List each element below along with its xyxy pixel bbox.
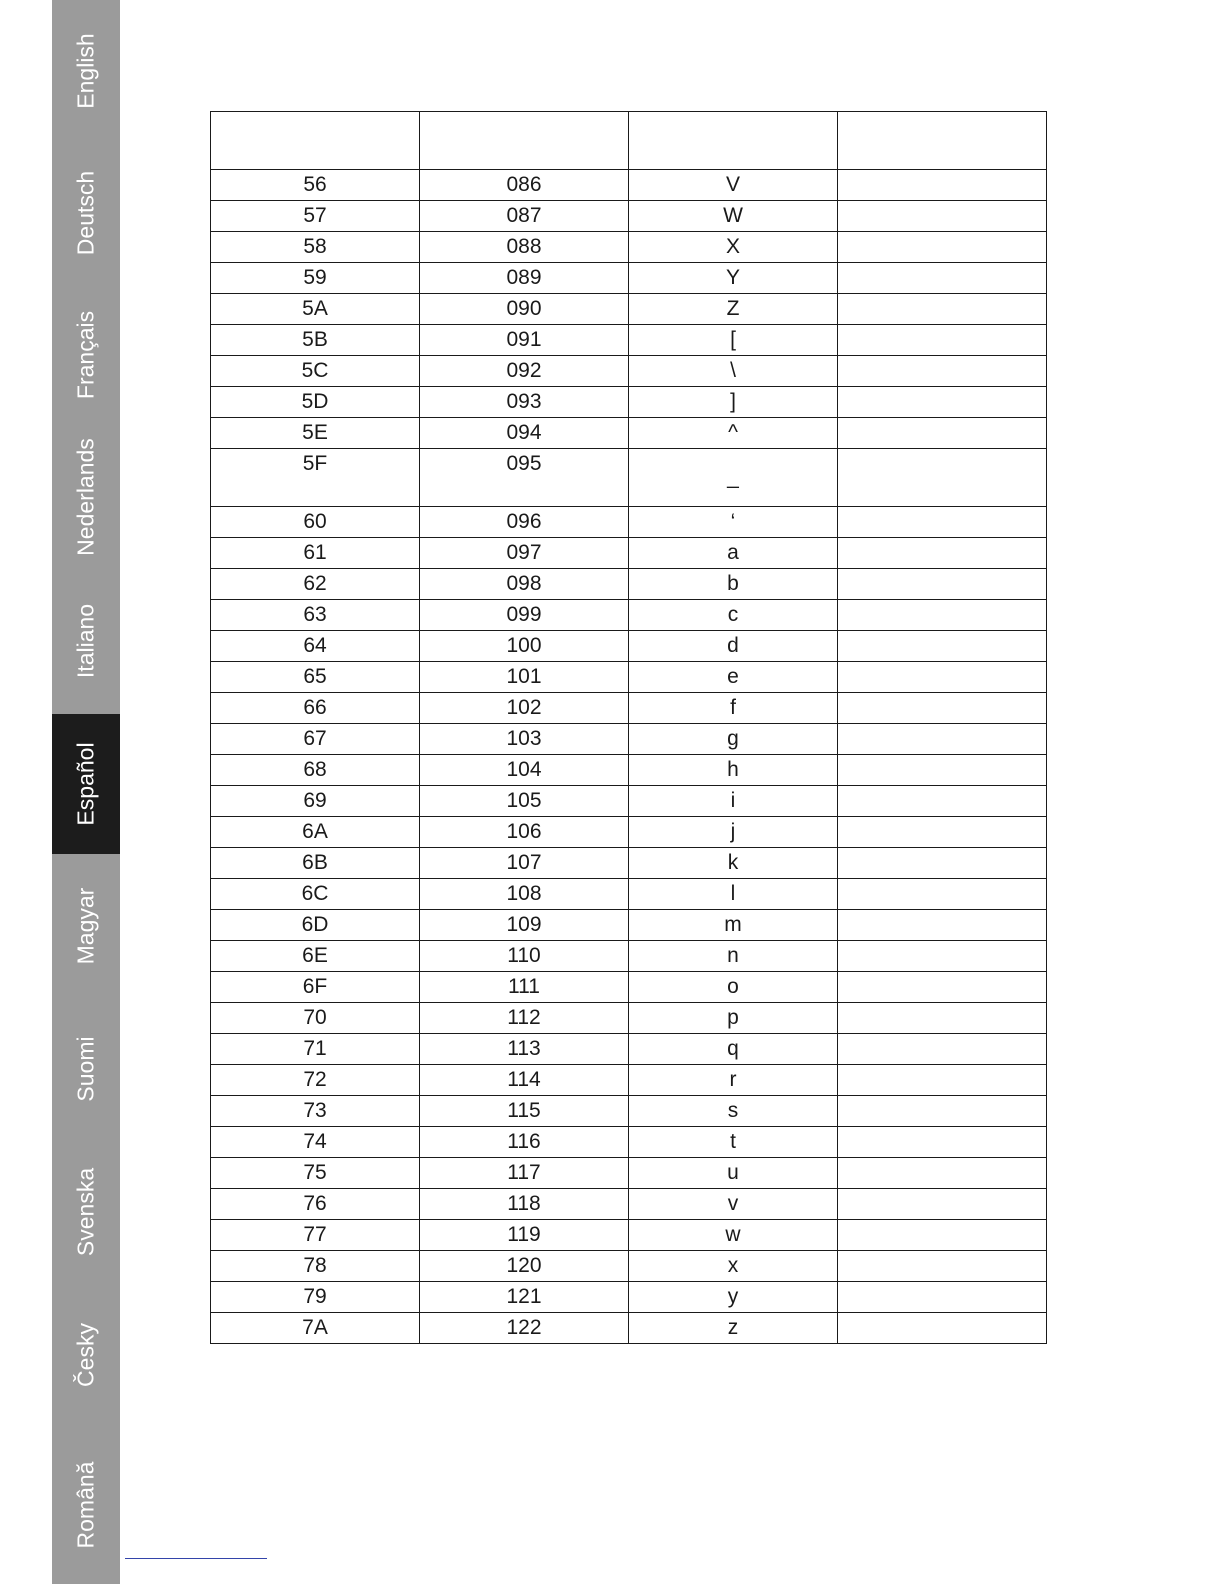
table-row	[211, 693, 1047, 724]
table-cell	[838, 569, 1047, 600]
header-cell	[838, 112, 1047, 170]
table-cell	[838, 1003, 1047, 1034]
table-cell: 56	[211, 170, 420, 201]
table-cell	[838, 1282, 1047, 1313]
table-row	[211, 848, 1047, 879]
table-cell: 58	[211, 232, 420, 263]
table-row	[211, 631, 1047, 662]
table-row	[211, 1282, 1047, 1313]
table-cell: 102	[420, 693, 629, 724]
table-row	[211, 1034, 1047, 1065]
language-tab-label: Nederlands	[72, 438, 99, 556]
table-cell	[838, 879, 1047, 910]
table-cell: 57	[211, 201, 420, 232]
table-cell: 66	[211, 693, 420, 724]
table-row	[211, 724, 1047, 755]
table-cell: s	[629, 1096, 838, 1127]
table-cell: 6A	[211, 817, 420, 848]
table-cell: 6E	[211, 941, 420, 972]
table-cell	[838, 1127, 1047, 1158]
language-tab-2[interactable]	[52, 284, 120, 426]
table-cell: 096	[420, 507, 629, 538]
table-cell: 110	[420, 941, 629, 972]
table-cell: h	[629, 755, 838, 786]
language-tab-label: Français	[72, 310, 99, 400]
table-cell: 095	[420, 449, 629, 507]
table-cell: 5F	[211, 449, 420, 507]
table-row	[211, 387, 1047, 418]
table-cell: X	[629, 232, 838, 263]
table-row	[211, 786, 1047, 817]
table-cell: 6B	[211, 848, 420, 879]
table-cell: ^	[629, 418, 838, 449]
table-cell: 63	[211, 600, 420, 631]
table-cell: 090	[420, 294, 629, 325]
table-cell	[838, 263, 1047, 294]
table-cell: 122	[420, 1313, 629, 1344]
table-cell: 108	[420, 879, 629, 910]
table-row	[211, 201, 1047, 232]
table-cell: 100	[420, 631, 629, 662]
table-cell: v	[629, 1189, 838, 1220]
table-row	[211, 1127, 1047, 1158]
language-tab-label: Italiano	[72, 603, 99, 679]
language-tab-10[interactable]	[52, 1426, 120, 1584]
table-cell: 64	[211, 631, 420, 662]
language-tab-label: Suomi	[72, 1035, 99, 1102]
language-tab-1[interactable]	[52, 142, 120, 284]
table-row	[211, 1158, 1047, 1189]
language-tab-label: Deutsch	[72, 170, 99, 256]
table-row	[211, 600, 1047, 631]
table-row	[211, 356, 1047, 387]
table-cell: g	[629, 724, 838, 755]
table-cell: 109	[420, 910, 629, 941]
table-cell: e	[629, 662, 838, 693]
table-cell: 119	[420, 1220, 629, 1251]
table-cell: m	[629, 910, 838, 941]
table-cell: 65	[211, 662, 420, 693]
table-cell: 115	[420, 1096, 629, 1127]
table-cell: 76	[211, 1189, 420, 1220]
table-cell: 79	[211, 1282, 420, 1313]
table-cell: 111	[420, 972, 629, 1003]
table-cell: 093	[420, 387, 629, 418]
table-cell	[838, 538, 1047, 569]
table-row	[211, 1096, 1047, 1127]
table-cell	[838, 1313, 1047, 1344]
table-cell	[838, 848, 1047, 879]
table-cell	[838, 1065, 1047, 1096]
table-row	[211, 972, 1047, 1003]
language-tab-8[interactable]	[52, 1140, 120, 1283]
table-cell	[838, 1034, 1047, 1065]
table-cell: 088	[420, 232, 629, 263]
table-cell: l	[629, 879, 838, 910]
table-cell: p	[629, 1003, 838, 1034]
table-row	[211, 879, 1047, 910]
table-cell: q	[629, 1034, 838, 1065]
table-cell: c	[629, 600, 838, 631]
table-row	[211, 1220, 1047, 1251]
table-row	[211, 418, 1047, 449]
table-cell: 62	[211, 569, 420, 600]
table-cell: 094	[420, 418, 629, 449]
table-cell: 101	[420, 662, 629, 693]
table-cell	[838, 631, 1047, 662]
table-cell	[838, 1220, 1047, 1251]
table-cell	[838, 232, 1047, 263]
table-cell	[838, 201, 1047, 232]
table-cell: y	[629, 1282, 838, 1313]
table-row	[211, 755, 1047, 786]
table-cell: t	[629, 1127, 838, 1158]
table-cell: d	[629, 631, 838, 662]
table-cell: 099	[420, 600, 629, 631]
table-cell: k	[629, 848, 838, 879]
table-row	[211, 569, 1047, 600]
language-sidebar	[52, 0, 120, 1584]
table-cell: ‘	[629, 507, 838, 538]
table-cell	[838, 1189, 1047, 1220]
table-cell: n	[629, 941, 838, 972]
language-tab-0[interactable]	[52, 0, 120, 142]
table-row	[211, 817, 1047, 848]
table-cell	[838, 910, 1047, 941]
language-tab-4[interactable]	[52, 568, 120, 714]
table-cell: W	[629, 201, 838, 232]
table-cell	[838, 817, 1047, 848]
table-cell: 59	[211, 263, 420, 294]
table-row	[211, 910, 1047, 941]
table-cell	[838, 1096, 1047, 1127]
table-cell	[838, 755, 1047, 786]
table-cell: 5C	[211, 356, 420, 387]
table-cell: 68	[211, 755, 420, 786]
table-cell: Y	[629, 263, 838, 294]
table-row	[211, 538, 1047, 569]
table-row	[211, 941, 1047, 972]
language-tab-label: Română	[72, 1461, 99, 1549]
table-cell: 113	[420, 1034, 629, 1065]
table-cell: x	[629, 1251, 838, 1282]
table-cell: 086	[420, 170, 629, 201]
table-cell: 5B	[211, 325, 420, 356]
table-cell: \	[629, 356, 838, 387]
table-cell	[838, 325, 1047, 356]
table-cell: 6C	[211, 879, 420, 910]
table-cell	[838, 449, 1047, 507]
language-tab-label: Svenska	[72, 1167, 99, 1256]
table-cell: 118	[420, 1189, 629, 1220]
table-cell: 78	[211, 1251, 420, 1282]
table-cell: 69	[211, 786, 420, 817]
table-cell: 6D	[211, 910, 420, 941]
table-row	[211, 449, 1047, 507]
language-tab-9[interactable]	[52, 1283, 120, 1426]
table-cell: 097	[420, 538, 629, 569]
table-cell: a	[629, 538, 838, 569]
table-cell: i	[629, 786, 838, 817]
table-row	[211, 662, 1047, 693]
language-tab-label: Česky	[72, 1322, 99, 1387]
table-cell: 71	[211, 1034, 420, 1065]
footer-rule	[125, 1558, 267, 1559]
table-cell	[838, 418, 1047, 449]
table-cell: 60	[211, 507, 420, 538]
table-cell: b	[629, 569, 838, 600]
table-header-row	[211, 112, 1047, 170]
header-cell	[211, 112, 420, 170]
table-row	[211, 1313, 1047, 1344]
table-cell: 72	[211, 1065, 420, 1096]
table-cell: u	[629, 1158, 838, 1189]
table-cell: 087	[420, 201, 629, 232]
table-cell	[838, 972, 1047, 1003]
table-row	[211, 1189, 1047, 1220]
table-cell	[838, 1158, 1047, 1189]
table-cell: 74	[211, 1127, 420, 1158]
ascii-table	[210, 111, 1047, 1344]
table-cell	[838, 387, 1047, 418]
table-cell: 091	[420, 325, 629, 356]
header-cell	[420, 112, 629, 170]
table-cell: 107	[420, 848, 629, 879]
table-cell	[838, 600, 1047, 631]
table-row	[211, 232, 1047, 263]
table-cell: 70	[211, 1003, 420, 1034]
language-tab-label: Español	[72, 742, 99, 826]
table-cell: w	[629, 1220, 838, 1251]
table-cell: 098	[420, 569, 629, 600]
table-cell	[838, 724, 1047, 755]
table-cell: 120	[420, 1251, 629, 1282]
table-row	[211, 294, 1047, 325]
table-cell	[838, 786, 1047, 817]
table-cell: Z	[629, 294, 838, 325]
table-cell: 112	[420, 1003, 629, 1034]
table-cell: f	[629, 693, 838, 724]
table-cell: 5D	[211, 387, 420, 418]
table-row	[211, 507, 1047, 538]
table-cell: 5E	[211, 418, 420, 449]
table-cell: z	[629, 1313, 838, 1344]
language-tab-6[interactable]	[52, 854, 120, 997]
language-tab-label: English	[72, 33, 99, 109]
table-cell: r	[629, 1065, 838, 1096]
header-cell	[629, 112, 838, 170]
table-cell	[838, 662, 1047, 693]
table-row	[211, 325, 1047, 356]
table-cell	[838, 693, 1047, 724]
language-tab-5[interactable]	[52, 714, 120, 854]
table-cell	[838, 507, 1047, 538]
table-cell: 116	[420, 1127, 629, 1158]
table-cell: 121	[420, 1282, 629, 1313]
table-row	[211, 1251, 1047, 1282]
table-cell: 114	[420, 1065, 629, 1096]
table-cell: V	[629, 170, 838, 201]
table-cell: 117	[420, 1158, 629, 1189]
table-cell: _	[629, 449, 838, 507]
table-cell: 092	[420, 356, 629, 387]
language-tab-label: Magyar	[72, 887, 99, 964]
table-cell	[838, 356, 1047, 387]
table-cell: 73	[211, 1096, 420, 1127]
language-tab-7[interactable]	[52, 997, 120, 1140]
table-row	[211, 263, 1047, 294]
table-cell: 089	[420, 263, 629, 294]
table-cell: j	[629, 817, 838, 848]
table-cell: 103	[420, 724, 629, 755]
language-tab-3[interactable]	[52, 426, 120, 568]
table-cell: 105	[420, 786, 629, 817]
table-cell: ]	[629, 387, 838, 418]
table-cell	[838, 294, 1047, 325]
table-row	[211, 1003, 1047, 1034]
table-row	[211, 170, 1047, 201]
table-cell: 67	[211, 724, 420, 755]
table-cell	[838, 941, 1047, 972]
table-cell: 7A	[211, 1313, 420, 1344]
table-cell: 61	[211, 538, 420, 569]
table-cell: o	[629, 972, 838, 1003]
table-cell: 106	[420, 817, 629, 848]
table-row	[211, 1065, 1047, 1096]
table-cell: [	[629, 325, 838, 356]
table-cell	[838, 1251, 1047, 1282]
table-cell: 5A	[211, 294, 420, 325]
table-cell: 104	[420, 755, 629, 786]
table-cell: 75	[211, 1158, 420, 1189]
table-cell: 6F	[211, 972, 420, 1003]
table-cell	[838, 170, 1047, 201]
table-cell: 77	[211, 1220, 420, 1251]
